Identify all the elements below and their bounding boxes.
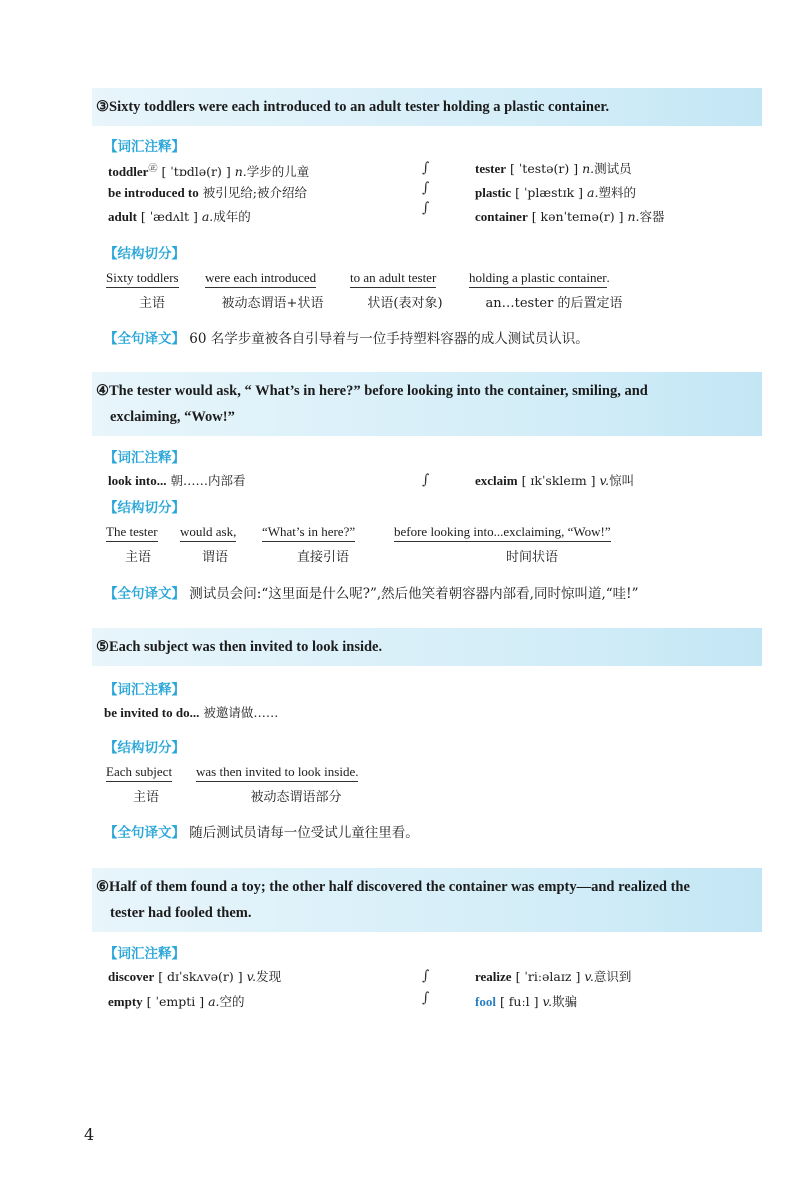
sentence-number: ⑥ (96, 879, 109, 895)
wavy-divider: ∫ (422, 990, 430, 1006)
vocab-entry: container [ kənˈteɪnə(r) ] n.容器 (475, 209, 665, 224)
sentence-number: ④ (96, 383, 109, 399)
vocab-label: 【词汇注释】 (104, 682, 185, 698)
structure-label: 【结构切分】 (104, 500, 185, 516)
wavy-divider: ∫ (422, 968, 430, 984)
structure-role: 谓语 (201, 550, 228, 565)
vocab-label: 【词汇注释】 (104, 946, 185, 962)
structure-chunk: before looking into...exclaiming, “Wow!” (394, 524, 611, 542)
structure-chunk: Each subject (106, 764, 172, 782)
vocab-entry: look into... 朝……内部看 (108, 473, 246, 488)
structure-chunk: were each introduced (205, 270, 316, 288)
page-number: 4 (84, 1125, 95, 1144)
structure-role: an…tester 的后置定语 (485, 296, 623, 311)
wavy-divider: ∫ (422, 200, 430, 216)
wavy-divider: ∫ (422, 472, 430, 488)
structure-role: 主语 (124, 550, 151, 565)
translation (104, 821, 419, 841)
wavy-divider: ∫ (422, 180, 430, 196)
structure-role: 状语(表对象) (367, 296, 443, 311)
sentence-text: tester had fooled them. (110, 905, 252, 921)
translation (104, 582, 639, 602)
translation (104, 327, 589, 347)
structure-role: 直接引语 (296, 550, 349, 565)
sentence-text: The tester would ask, “ What’s in here?” before looking into the container, smiling, and (109, 383, 648, 399)
structure-role: 被动态谓语+状语 (221, 296, 324, 311)
vocab-entry: realize [ ˈriːəlaɪz ] v.意识到 (475, 969, 632, 984)
vocab-entry: be introduced to 被引见给;被介绍给 (108, 185, 307, 200)
translation-label: 【全句译文】 (104, 825, 185, 841)
sentence-text: Half of them found a toy; the other half discovered the container was empty—and realized the (109, 879, 690, 895)
vocab-entry: be invited to do... 被邀请做…… (104, 705, 279, 720)
structure-chunk: “What’s in here?” (262, 524, 355, 542)
structure-label: 【结构切分】 (104, 740, 185, 756)
sentence-text: exclaiming, “Wow!” (110, 409, 235, 425)
translation-label: 【全句译文】 (104, 331, 185, 347)
structure-chunk: would ask, (180, 524, 236, 542)
translation-text: 测试员会问:“这里面是什么呢?”,然后他笑着朝容器内部看,同时惊叫道,“哇!” (189, 586, 639, 602)
vocab-label: 【词汇注释】 (104, 450, 185, 466)
wavy-divider: ∫ (422, 160, 430, 176)
structure-chunk: Sixty toddlers (106, 270, 179, 288)
structure-chunk: holding a plastic container. (469, 270, 610, 288)
vocab-entry: toddler㊣ [ ˈtɒdlə(r) ] n.学步的儿童 (108, 164, 310, 180)
structure-chunk: The tester (106, 524, 158, 542)
translation-text: 60 名学步童被各自引导着与一位手持塑料容器的成人测试员认识。 (189, 331, 589, 347)
sentence-text: Sixty toddlers were each introduced to an adult tester holding a plastic container. (109, 99, 610, 115)
structure-chunk: was then invited to look inside. (196, 764, 358, 782)
vocab-label: 【词汇注释】 (104, 139, 185, 155)
structure-chunk: to an adult tester (350, 270, 436, 288)
translation-label: 【全句译文】 (104, 586, 185, 602)
sentence-number: ⑤ (96, 639, 109, 655)
sentence-3-header (92, 88, 762, 126)
sentence-text: Each subject was then invited to look inside. (109, 639, 383, 655)
translation-text: 随后测试员请每一位受试儿童往里看。 (189, 825, 419, 841)
sentence-6-header (92, 868, 762, 932)
sentence-number: ③ (96, 99, 109, 115)
vocab-entry: plastic [ ˈplæstɪk ] a.塑料的 (475, 185, 636, 200)
structure-role: 时间状语 (505, 550, 558, 565)
sentence-4-header (92, 372, 762, 436)
vocab-entry: tester [ ˈtestə(r) ] n.测试员 (475, 161, 632, 176)
structure-role: 被动态谓语部分 (250, 790, 342, 805)
vocab-entry: fool [ fuːl ] v.欺骗 (475, 994, 578, 1009)
structure-role: 主语 (138, 296, 165, 311)
vocab-entry: empty [ ˈempti ] a.空的 (108, 994, 245, 1009)
vocab-entry: adult [ ˈædʌlt ] a.成年的 (108, 209, 251, 224)
sentence-5-header (92, 628, 762, 666)
vocab-entry: exclaim [ ɪkˈskleɪm ] v.惊叫 (475, 473, 635, 488)
structure-role: 主语 (132, 790, 159, 805)
structure-label: 【结构切分】 (104, 246, 185, 262)
vocab-entry: discover [ dɪˈskʌvə(r) ] v.发现 (108, 969, 282, 984)
